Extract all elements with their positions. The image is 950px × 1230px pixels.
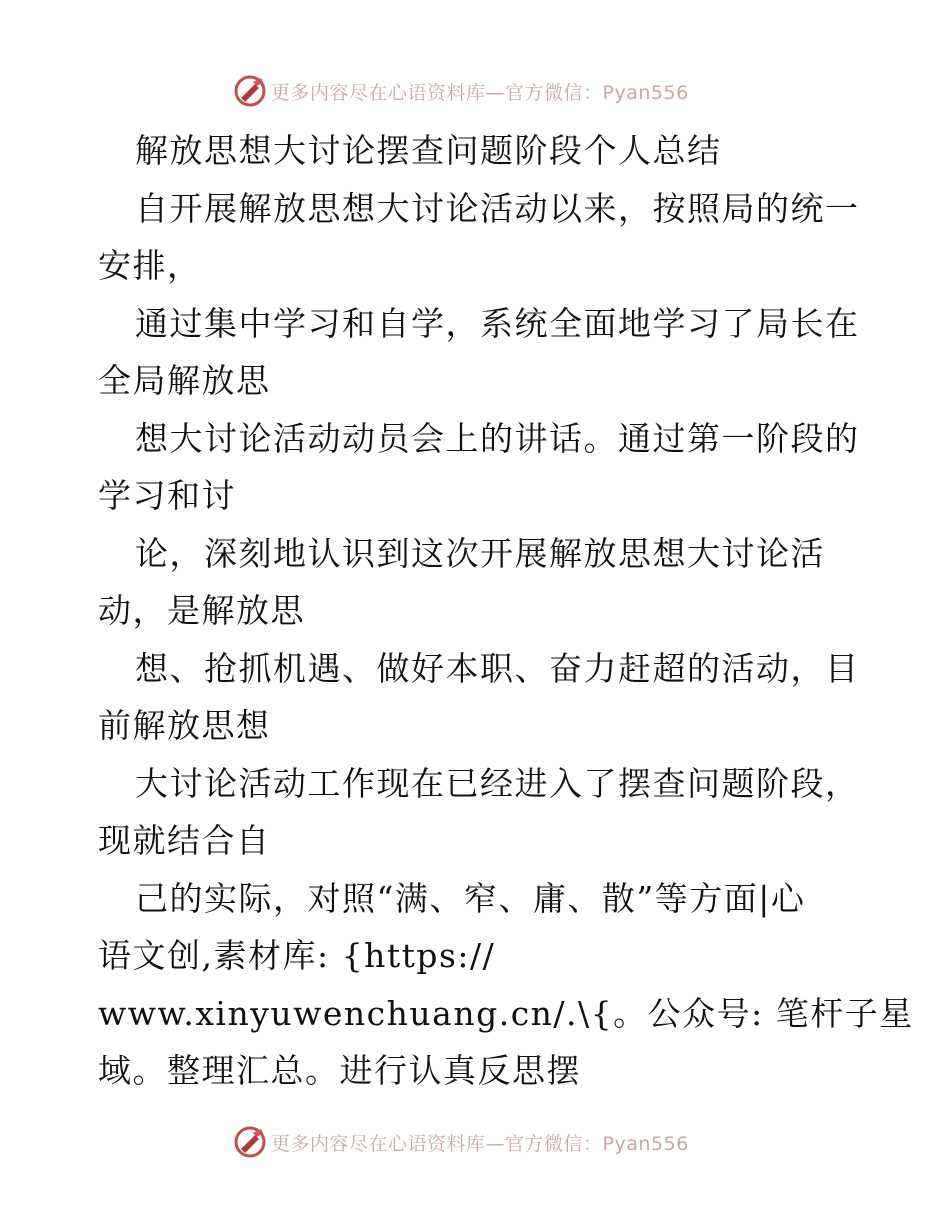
paragraph-line: 语文创,素材库: {https:// [98, 936, 496, 975]
paragraph-line: 现就结合自 [98, 821, 271, 860]
paragraph-line: 自开展解放思想大讨论活动以来，按照局的统一 [135, 188, 860, 228]
paragraph-line: 前解放思想 [98, 706, 271, 745]
paragraph-line: 学习和讨 [98, 476, 236, 515]
paragraph-line: 己的实际，对照“满、窄、庸、散”等方面|心 [135, 878, 806, 918]
paragraph-line: 想、抢抓机遇、做好本职、奋力赶超的活动，目 [135, 648, 860, 688]
paragraph-line: 想大讨论活动动员会上的讲话。通过第一阶段的 [135, 418, 860, 458]
paragraph-line: 通过集中学习和自学，系统全面地学习了局长在 [135, 303, 860, 343]
logo-icon [233, 1125, 267, 1159]
paragraph-line: 全局解放思 [98, 361, 271, 400]
banner-text: 更多内容尽在心语资料库—官方微信：Pyan556 [271, 1132, 689, 1155]
paragraph-line: 域。整理汇总。进行认真反思摆 [98, 1051, 581, 1090]
paragraph-line: 安排， [98, 246, 202, 285]
wechat-id: Pyan556 [602, 1132, 689, 1155]
banner-text: 更多内容尽在心语资料库—官方微信：Pyan556 [271, 81, 689, 104]
wechat-id: Pyan556 [602, 81, 689, 104]
paragraph-line: 动，是解放思 [98, 591, 305, 630]
footer-banner [0, 1121, 950, 1161]
logo-icon [233, 74, 267, 108]
paragraph-line: 大讨论活动工作现在已经进入了摆查问题阶段， [135, 763, 860, 803]
header-banner [0, 70, 950, 110]
doc-title: 解放思想大讨论摆查问题阶段个人总结 [135, 131, 722, 170]
document-body [98, 122, 914, 1100]
url-line: www.xinyuwenchuang.cn/.\{。公众号: 笔杆子星 [98, 993, 914, 1033]
paragraph-line: 论，深刻地认识到这次开展解放思想大讨论活 [135, 533, 825, 573]
